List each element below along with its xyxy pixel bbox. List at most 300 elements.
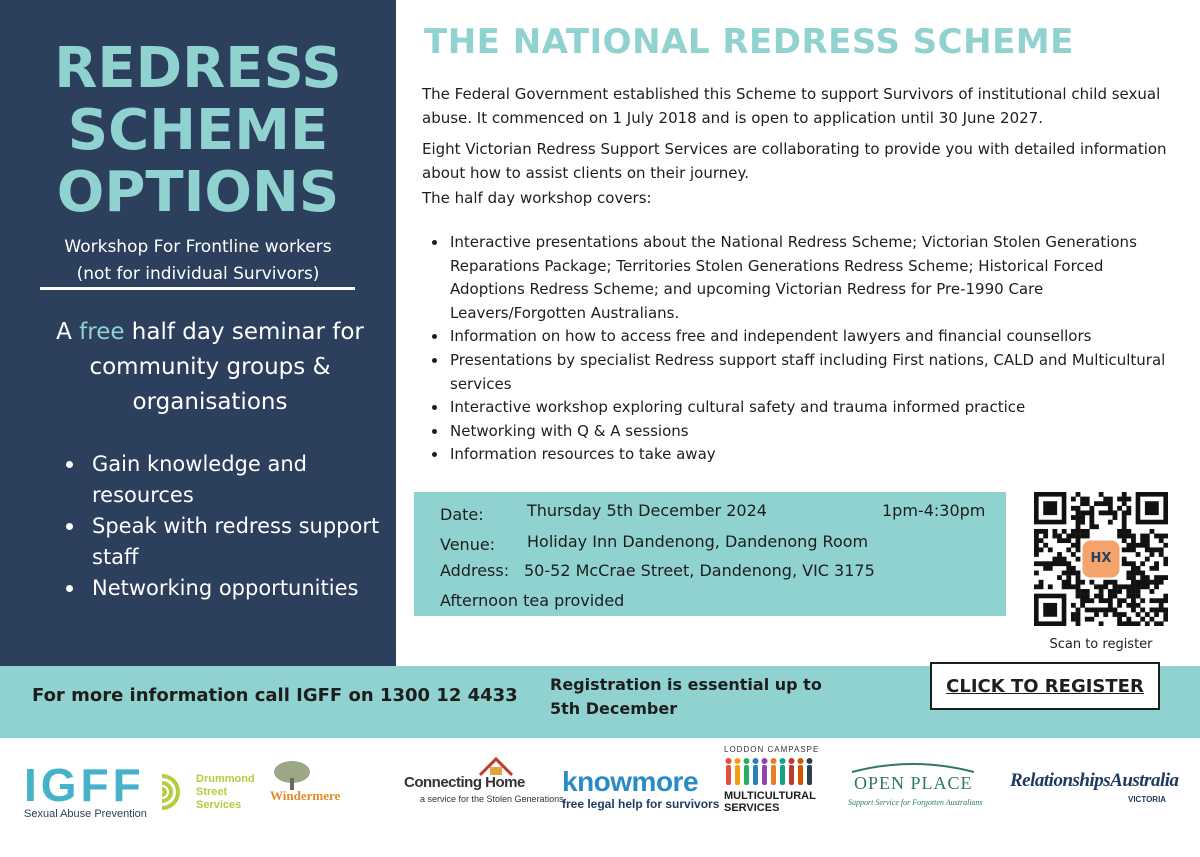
qr-module: [1154, 608, 1159, 613]
headline-line: SCHEME: [67, 98, 329, 163]
list-item-text: Gain knowledge and resources: [92, 452, 307, 507]
qr-module: [1117, 621, 1122, 626]
qr-module: [1080, 515, 1085, 520]
qr-module: [1057, 575, 1062, 580]
qr-module: [1043, 534, 1048, 539]
qr-module: [1131, 608, 1136, 613]
qr-module: [1076, 543, 1081, 548]
qr-module: [1108, 506, 1113, 511]
qr-module: [1089, 580, 1094, 585]
list-item: [432, 231, 1172, 325]
qr-module: [1131, 589, 1136, 594]
qr-module: [1076, 608, 1081, 613]
qr-module: [1113, 580, 1118, 585]
qr-module: [1136, 594, 1141, 599]
qr-module: [1145, 538, 1150, 543]
seminar-rest: half day seminar for community groups & organisations: [89, 319, 364, 415]
list-item-text: Information on how to access free and independent lawyers and financial counsellors: [450, 327, 1092, 346]
qr-module: [1076, 557, 1081, 562]
open-place-logo: OPEN PLACE: [854, 773, 973, 793]
bullet-icon: [432, 240, 437, 245]
qr-module: [1076, 571, 1081, 576]
qr-module: [1140, 543, 1145, 548]
qr-module: [1122, 520, 1127, 525]
windermere-tree-icon: [272, 760, 312, 790]
qr-module: [1076, 612, 1081, 617]
qr-module: [1145, 547, 1150, 552]
qr-module: [1066, 534, 1071, 539]
qr-module: [1140, 561, 1145, 566]
qr-module: [1122, 547, 1127, 552]
qr-code[interactable]: [1034, 492, 1168, 626]
qr-module: [1066, 561, 1071, 566]
qr-finder-pattern: [1043, 603, 1057, 617]
qr-module: [1159, 538, 1164, 543]
qr-module: [1159, 534, 1164, 539]
qr-module: [1108, 598, 1113, 603]
qr-module: [1131, 621, 1136, 626]
list-item: [432, 443, 1172, 467]
qr-module: [1048, 584, 1053, 589]
qr-module: [1122, 515, 1127, 520]
qr-module: [1140, 598, 1145, 603]
qr-module: [1103, 598, 1108, 603]
qr-center-label: HX: [1090, 551, 1112, 566]
qr-module: [1085, 510, 1090, 515]
qr-module: [1094, 524, 1099, 529]
qr-module: [1122, 510, 1127, 515]
qr-module: [1131, 580, 1136, 585]
qr-code-icon: [1034, 492, 1168, 626]
qr-module: [1099, 621, 1104, 626]
qr-module: [1154, 584, 1159, 589]
qr-module: [1071, 543, 1076, 548]
qr-module: [1048, 547, 1053, 552]
left-panel: [0, 0, 396, 666]
qr-module: [1117, 617, 1122, 622]
bullet-icon: [432, 334, 437, 339]
qr-module: [1136, 571, 1141, 576]
qr-module: [1085, 608, 1090, 613]
qr-module: [1076, 547, 1081, 552]
qr-module: [1089, 510, 1094, 515]
list-item: [62, 449, 382, 511]
qr-module: [1062, 571, 1067, 576]
benefits-list: [62, 449, 382, 604]
qr-module: [1163, 543, 1168, 548]
qr-module: [1071, 584, 1076, 589]
qr-module: [1154, 612, 1159, 617]
qr-module: [1140, 608, 1145, 613]
multicultural-people-icon: [724, 757, 818, 787]
qr-module: [1126, 529, 1131, 534]
qr-module: [1080, 510, 1085, 515]
divider: [40, 287, 355, 290]
qr-module: [1122, 524, 1127, 529]
contact-info: For more information call IGFF on 1300 12 4433: [32, 685, 518, 706]
qr-module: [1122, 538, 1127, 543]
qr-module: [1122, 497, 1127, 502]
qr-module: [1131, 566, 1136, 571]
qr-module: [1150, 580, 1155, 585]
loddon-campaspe-label: LODDON CAMPASPE: [724, 745, 820, 754]
qr-module: [1126, 584, 1131, 589]
qr-module: [1089, 515, 1094, 520]
qr-module: [1154, 598, 1159, 603]
knowmore-logo: knowmore: [562, 766, 699, 797]
list-item: [432, 396, 1172, 420]
qr-module: [1163, 617, 1168, 622]
qr-module: [1150, 589, 1155, 594]
qr-module: [1108, 594, 1113, 599]
qr-module: [1080, 501, 1085, 506]
qr-module: [1076, 492, 1081, 497]
qr-module: [1140, 575, 1145, 580]
qr-module: [1076, 617, 1081, 622]
qr-module: [1145, 612, 1150, 617]
qr-module: [1131, 534, 1136, 539]
qr-module: [1066, 538, 1071, 543]
qr-module: [1034, 538, 1039, 543]
qr-module: [1099, 608, 1104, 613]
qr-module: [1103, 501, 1108, 506]
qr-module: [1122, 621, 1127, 626]
qr-module: [1103, 584, 1108, 589]
list-item-text: Networking opportunities: [92, 576, 359, 600]
headline-line: OPTIONS: [56, 160, 340, 225]
list-item: [432, 325, 1172, 349]
qr-module: [1163, 598, 1168, 603]
qr-module: [1117, 612, 1122, 617]
qr-module: [1126, 571, 1131, 576]
qr-module: [1099, 589, 1104, 594]
qr-module: [1099, 594, 1104, 599]
qr-finder-pattern: [1043, 501, 1057, 515]
qr-module: [1136, 584, 1141, 589]
qr-module: [1034, 547, 1039, 552]
qr-module: [1126, 506, 1131, 511]
qr-module: [1108, 520, 1113, 525]
qr-module: [1099, 510, 1104, 515]
qr-module: [1039, 538, 1044, 543]
date-label: Date:: [440, 505, 484, 524]
qr-module: [1103, 580, 1108, 585]
qr-module: [1034, 529, 1039, 534]
igff-logo: IGFF: [24, 759, 145, 811]
relationships-australia-region: VICTORIA: [1128, 795, 1167, 804]
qr-module: [1140, 538, 1145, 543]
qr-module: [1057, 538, 1062, 543]
qr-module: [1066, 584, 1071, 589]
qr-module: [1071, 612, 1076, 617]
bullet-icon: [66, 461, 73, 468]
qr-module: [1150, 617, 1155, 622]
qr-module: [1080, 603, 1085, 608]
qr-module: [1089, 608, 1094, 613]
qr-module: [1066, 566, 1071, 571]
page-title: THE NATIONAL REDRESS SCHEME: [424, 22, 1074, 62]
qr-module: [1126, 510, 1131, 515]
covers-heading: The half day workshop covers:: [422, 189, 652, 207]
list-item-text: Information resources to take away: [450, 445, 716, 464]
qr-module: [1076, 520, 1081, 525]
qr-module: [1131, 584, 1136, 589]
qr-module: [1159, 575, 1164, 580]
collab-paragraph: Eight Victorian Redress Support Services are collaborating to provide you with detailed information about how to assist clients on their journey.: [422, 140, 1167, 182]
qr-module: [1089, 598, 1094, 603]
qr-finder-pattern: [1145, 501, 1159, 515]
qr-module: [1076, 621, 1081, 626]
qr-module: [1126, 594, 1131, 599]
bullet-icon: [66, 585, 73, 592]
qr-module: [1163, 557, 1168, 562]
seminar-tagline: [30, 315, 390, 420]
qr-module: [1099, 598, 1104, 603]
qr-module: [1131, 575, 1136, 580]
qr-module: [1140, 580, 1145, 585]
qr-module: [1117, 598, 1122, 603]
qr-module: [1122, 534, 1127, 539]
qr-module: [1163, 534, 1168, 539]
qr-module: [1066, 547, 1071, 552]
qr-module: [1145, 543, 1150, 548]
qr-module: [1117, 534, 1122, 539]
qr-module: [1080, 520, 1085, 525]
qr-module: [1108, 603, 1113, 608]
qr-module: [1122, 492, 1127, 497]
knowmore-tagline: free legal help for survivors: [562, 797, 720, 811]
qr-module: [1034, 561, 1039, 566]
qr-module: [1080, 497, 1085, 502]
qr-module: [1043, 529, 1048, 534]
qr-module: [1117, 497, 1122, 502]
qr-module: [1150, 547, 1155, 552]
qr-module: [1062, 561, 1067, 566]
connecting-home-logo: Connecting Home: [404, 774, 525, 791]
qr-module: [1034, 552, 1039, 557]
bullet-icon: [432, 405, 437, 410]
intro-paragraph: The Federal Government established this Scheme to support Survivors of institutional child sexual abuse. It commenced on 1 July 2018 and is open to application until 30 June 2027.: [422, 85, 1161, 127]
date-value: Thursday 5th December 2024: [527, 501, 767, 520]
qr-module: [1034, 571, 1039, 576]
qr-module: [1052, 561, 1057, 566]
qr-module: [1154, 547, 1159, 552]
qr-module: [1076, 538, 1081, 543]
qr-module: [1057, 552, 1062, 557]
qr-module: [1076, 515, 1081, 520]
qr-module: [1145, 534, 1150, 539]
audience-line: Workshop For Frontline workers: [64, 237, 332, 257]
list-item: [62, 573, 382, 604]
audience-note: [0, 234, 408, 288]
qr-module: [1140, 534, 1145, 539]
qr-module: [1113, 608, 1118, 613]
event-details-box: [414, 492, 1006, 616]
qr-module: [1145, 584, 1150, 589]
qr-module: [1159, 580, 1164, 585]
qr-module: [1122, 598, 1127, 603]
qr-module: [1085, 617, 1090, 622]
qr-module: [1113, 594, 1118, 599]
qr-module: [1066, 580, 1071, 585]
qr-module: [1085, 594, 1090, 599]
qr-module: [1117, 506, 1122, 511]
qr-module: [1043, 561, 1048, 566]
qr-module: [1150, 552, 1155, 557]
qr-module: [1126, 543, 1131, 548]
qr-module: [1089, 506, 1094, 511]
qr-module: [1034, 534, 1039, 539]
qr-module: [1052, 534, 1057, 539]
qr-module: [1140, 584, 1145, 589]
qr-module: [1057, 561, 1062, 566]
qr-module: [1140, 571, 1145, 576]
qr-module: [1163, 561, 1168, 566]
qr-module: [1108, 497, 1113, 502]
open-place-swoosh-icon: [850, 760, 976, 774]
qr-module: [1043, 543, 1048, 548]
qr-module: [1080, 589, 1085, 594]
qr-module: [1154, 534, 1159, 539]
qr-module: [1122, 501, 1127, 506]
qr-module: [1140, 617, 1145, 622]
qr-module: [1145, 575, 1150, 580]
qr-module: [1159, 621, 1164, 626]
qr-module: [1117, 603, 1122, 608]
qr-module: [1076, 589, 1081, 594]
qr-module: [1154, 580, 1159, 585]
qr-module: [1108, 589, 1113, 594]
qr-module: [1154, 621, 1159, 626]
qr-module: [1131, 571, 1136, 576]
qr-module: [1113, 510, 1118, 515]
qr-module: [1099, 584, 1104, 589]
list-item: [432, 349, 1172, 396]
qr-module: [1062, 557, 1067, 562]
qr-module: [1131, 603, 1136, 608]
qr-module: [1071, 552, 1076, 557]
headline-line: REDRESS: [54, 36, 342, 101]
qr-module: [1071, 571, 1076, 576]
qr-module: [1089, 520, 1094, 525]
qr-module: [1085, 598, 1090, 603]
registration-note: Registration is essential up to 5th December: [550, 675, 822, 718]
qr-module: [1080, 598, 1085, 603]
seminar-free: free: [79, 319, 125, 345]
qr-module: [1085, 589, 1090, 594]
qr-module: [1076, 575, 1081, 580]
qr-module: [1136, 543, 1141, 548]
qr-module: [1122, 529, 1127, 534]
qr-module: [1071, 566, 1076, 571]
qr-module: [1071, 603, 1076, 608]
qr-module: [1122, 584, 1127, 589]
qr-module: [1126, 575, 1131, 580]
qr-module: [1131, 547, 1136, 552]
qr-module: [1071, 506, 1076, 511]
qr-module: [1094, 608, 1099, 613]
relationships-australia-logo: RelationshipsAustralia: [1010, 770, 1179, 791]
qr-module: [1126, 561, 1131, 566]
multicultural-services-logo: MULTICULTURAL SERVICES: [724, 790, 816, 814]
qr-module: [1150, 529, 1155, 534]
qr-module: [1131, 543, 1136, 548]
qr-module: [1039, 561, 1044, 566]
qr-module: [1076, 506, 1081, 511]
qr-module: [1122, 561, 1127, 566]
venue-label: Venue:: [440, 535, 496, 554]
qr-module: [1076, 534, 1081, 539]
qr-module: [1034, 584, 1039, 589]
list-item-text: Interactive presentations about the National Redress Scheme; Victorian Stolen Generations Reparations Package; Territories Stolen Generations Redress Scheme; Historical Forced Adoptions Redress Scheme; and upcoming Victorian Redress for Pre-1990 Care Leavers/Forgotten Australians.: [450, 233, 1137, 322]
qr-module: [1163, 594, 1168, 599]
qr-module: [1150, 566, 1155, 571]
qr-module: [1131, 561, 1136, 566]
qr-module: [1052, 557, 1057, 562]
qr-module: [1080, 529, 1085, 534]
click-to-register-button[interactable]: CLICK TO REGISTER: [930, 662, 1160, 710]
qr-module: [1048, 561, 1053, 566]
qr-module: [1117, 529, 1122, 534]
qr-module: [1099, 492, 1104, 497]
qr-module: [1094, 501, 1099, 506]
list-item: [62, 511, 382, 573]
qr-module: [1103, 510, 1108, 515]
qr-module: [1089, 617, 1094, 622]
qr-module: [1159, 552, 1164, 557]
list-item-text: Networking with Q & A sessions: [450, 421, 689, 440]
qr-module: [1080, 534, 1085, 539]
qr-module: [1099, 501, 1104, 506]
qr-module: [1136, 589, 1141, 594]
qr-module: [1126, 617, 1131, 622]
qr-module: [1076, 580, 1081, 585]
qr-module: [1150, 608, 1155, 613]
qr-module: [1108, 501, 1113, 506]
qr-module: [1085, 534, 1090, 539]
qr-module: [1034, 543, 1039, 548]
qr-module: [1131, 594, 1136, 599]
qr-module: [1076, 584, 1081, 589]
qr-module: [1039, 547, 1044, 552]
qr-module: [1145, 557, 1150, 562]
qr-module: [1145, 580, 1150, 585]
qr-module: [1066, 571, 1071, 576]
qr-module: [1071, 497, 1076, 502]
qr-module: [1094, 584, 1099, 589]
workshop-topics-list: [432, 231, 1172, 467]
qr-module: [1126, 603, 1131, 608]
qr-module: [1154, 575, 1159, 580]
qr-module: [1108, 608, 1113, 613]
drummond-street-logo: Drummond Street Services: [196, 773, 255, 811]
qr-module: [1071, 617, 1076, 622]
qr-module: [1154, 566, 1159, 571]
qr-module: [1122, 557, 1127, 562]
qr-module: [1126, 621, 1131, 626]
qr-module: [1085, 501, 1090, 506]
qr-module: [1071, 534, 1076, 539]
qr-module: [1113, 515, 1118, 520]
qr-module: [1080, 580, 1085, 585]
qr-module: [1071, 529, 1076, 534]
qr-module: [1117, 589, 1122, 594]
qr-module: [1094, 612, 1099, 617]
audience-line: (not for individual Survivors): [76, 264, 320, 284]
qr-module: [1136, 621, 1141, 626]
qr-module: [1113, 589, 1118, 594]
connecting-home-tagline: a service for the Stolen Generations: [420, 794, 564, 804]
